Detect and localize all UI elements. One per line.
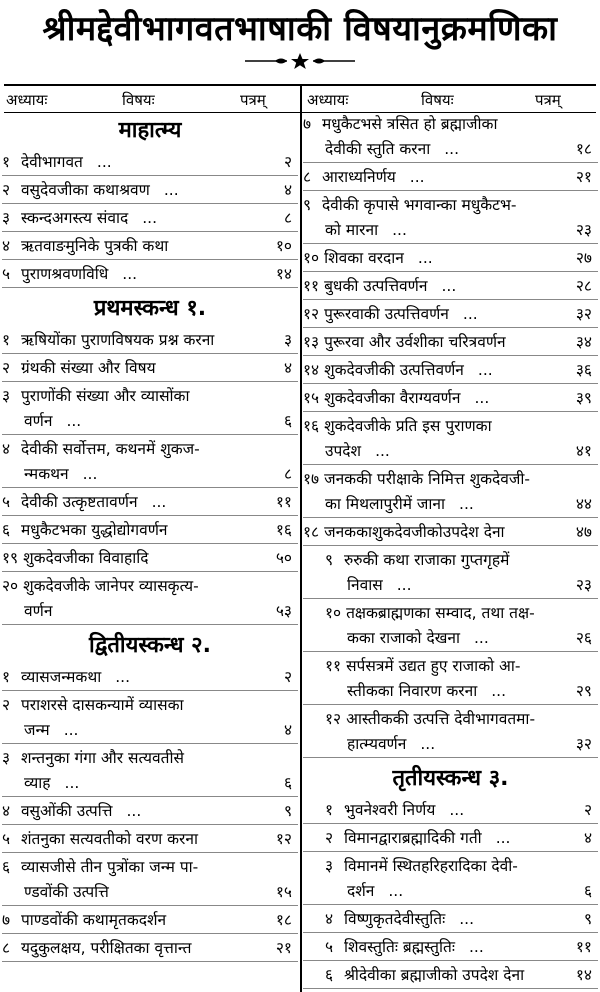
toc-entry: [303, 963, 598, 989]
entry-title: ऋषियोंका पुराणविषयक प्रश्न करना: [20, 331, 215, 349]
entry-number: ४: [2, 440, 11, 458]
entry-number: ७: [303, 115, 312, 133]
entry-line: [303, 826, 598, 851]
entry-page: २३: [575, 576, 592, 594]
entry-leader: ...: [449, 801, 465, 819]
section-heading: प्रथमस्कन्ध १.: [93, 296, 207, 321]
entry-line: [303, 626, 598, 651]
entry-title: निवास: [347, 576, 383, 594]
entry-line: [303, 707, 598, 732]
entry-title: जनककाशुकदेवजीकोउपदेश देना: [324, 523, 505, 541]
entry-line: [303, 935, 598, 960]
entry-number: १२: [325, 710, 342, 728]
entry-title: पाण्डवोंकी कथामृतकदर्शन: [20, 911, 167, 929]
entry-line: [2, 437, 298, 462]
entry-title: सर्पसत्रमें उद्यत हुए राजाको आ-: [346, 657, 521, 675]
entry-line: [2, 206, 298, 231]
entry-title: स्तीकका निवारण करना: [347, 682, 478, 700]
entry-title: न्मकथन: [24, 465, 69, 483]
entry-line: [303, 414, 598, 439]
entry-line: [2, 490, 298, 515]
entry-line: [303, 854, 598, 879]
ornament-divider-icon: [245, 52, 355, 70]
entry-title: देवीकी कृपासे भगवान्का मधुकैटभ-: [321, 196, 517, 214]
toc-entry: [2, 936, 298, 962]
entry-leader: ...: [396, 576, 412, 594]
toc-entry: [303, 854, 598, 905]
entry-title: मधुकैटभसे त्रसित हो ब्रह्माजीका: [321, 115, 498, 133]
toc-entry: [303, 358, 598, 384]
entry-leader: ...: [409, 168, 425, 186]
page-title: श्रीमद्देवीभागवतभाषाकी विषयानुक्रमणिका: [42, 9, 558, 49]
entry-title: वसुओंकी उत्पत्ति: [20, 802, 113, 820]
toc-entry: [303, 274, 598, 300]
entry-leader: ...: [375, 442, 390, 460]
entry-line: [2, 799, 298, 824]
entry-leader: ...: [63, 721, 79, 739]
toc-entry: [303, 798, 598, 824]
entry-line: [2, 328, 298, 353]
toc-entry: [303, 548, 598, 599]
toc-entry: [303, 193, 598, 244]
entry-line: [303, 137, 598, 162]
toc-entry: [2, 356, 298, 382]
entry-title: शुकदेवजीका वैराग्यवर्णन: [324, 389, 461, 407]
entry-title: आराध्यनिर्णय: [321, 168, 396, 186]
toc-entry: [303, 165, 598, 191]
entry-line: [2, 599, 298, 624]
toc-entry: [303, 520, 598, 546]
entry-page: ४७: [575, 523, 592, 541]
entry-number: २: [2, 181, 11, 199]
entry-page: २८: [575, 277, 592, 295]
entry-line: [303, 302, 598, 327]
entry-title: व्याह: [24, 774, 51, 792]
entry-line: [2, 693, 298, 718]
entry-title: ग्रंथकी संख्या और विषय: [20, 359, 156, 377]
entry-page: ९: [583, 910, 592, 928]
entry-title: को मारना: [325, 221, 379, 239]
entry-title: शन्तनुका गंगा और सत्यवतीसे: [20, 749, 184, 767]
entry-title: ण्डवोंकी उत्पत्ति: [24, 883, 109, 901]
entry-page: ५०: [275, 549, 292, 567]
toc-entry: [2, 490, 298, 516]
entry-line: [2, 718, 298, 743]
entry-title: हात्म्यवर्णन: [347, 735, 407, 753]
entry-line: [2, 150, 298, 175]
entry-leader: ...: [459, 910, 474, 928]
entry-title: पुराणोंकी संख्या और व्यासोंका: [20, 387, 190, 405]
entry-page: ९: [283, 802, 292, 820]
entry-line: [2, 908, 298, 933]
entry-title: भुवनेश्वरी निर्णय: [343, 801, 436, 819]
toc-entry: [303, 302, 598, 328]
section-heading: तृतीयस्कन्ध ३.: [392, 766, 509, 791]
entry-page: ६: [283, 774, 292, 792]
column-header: [303, 88, 598, 112]
entry-leader: ...: [477, 361, 493, 379]
entry-number: ८: [2, 939, 11, 957]
entry-line: [303, 439, 598, 464]
entry-title: का मिथलापुरीमें जाना: [325, 495, 446, 513]
entry-line: [2, 234, 298, 259]
entry-number: ९: [303, 196, 312, 214]
entry-number: २: [2, 359, 11, 377]
entry-leader: ...: [115, 668, 131, 686]
entry-page: १२: [275, 830, 292, 848]
entry-number: ६: [2, 858, 11, 876]
entry-page: ४: [283, 181, 292, 199]
entry-page: १६: [275, 521, 292, 539]
column-header: [2, 88, 298, 112]
entry-title: श्रीदेवीका ब्रह्माजीको उपदेश देना: [343, 966, 525, 984]
entry-line: [303, 573, 598, 598]
entry-number: ३: [2, 209, 11, 227]
toc-entry: [303, 414, 598, 465]
toc-entry: [2, 262, 298, 288]
entry-line: [303, 165, 598, 190]
entry-number: ५: [325, 938, 334, 956]
entry-page: २: [583, 801, 592, 819]
toc-entry: [2, 855, 298, 906]
entry-title: व्यासजन्मकथा: [20, 668, 102, 686]
toc-entry: [2, 206, 298, 232]
entry-number: ११: [303, 277, 320, 295]
entry-page: ४४: [575, 495, 592, 513]
entry-page: ४: [283, 721, 292, 739]
entry-line: [303, 358, 598, 383]
entry-number: ६: [325, 966, 334, 984]
section-heading: माहात्म्य: [118, 118, 182, 143]
entry-leader: ...: [66, 412, 82, 430]
toc-entry: [303, 654, 598, 705]
entry-line: [303, 246, 598, 271]
entry-page: ११: [575, 938, 592, 956]
entry-line: [2, 409, 298, 434]
entry-title: रुरुकी कथा राजाका गुप्तगृहमें: [343, 551, 510, 569]
entry-title: विमानमें स्थितहरिहरादिका देवी-: [343, 857, 518, 875]
entry-title: पुराणश्रवणविधि: [20, 265, 109, 283]
entry-line: [2, 546, 298, 571]
entry-title: जनककी परीक्षाके निमित्त शुकदेवजी-: [324, 470, 530, 488]
entry-number: ५: [2, 830, 11, 848]
entry-line: [2, 518, 298, 543]
entry-title: देवीकी सर्वोत्तम, कथनमें शुकज-: [20, 440, 200, 458]
toc-entry: [2, 693, 298, 744]
entry-line: [303, 679, 598, 704]
entry-page: २९: [575, 682, 592, 700]
entry-leader: ...: [163, 181, 179, 199]
entry-page: ४: [583, 829, 592, 847]
entry-number: ३: [2, 749, 11, 767]
entry-line: [303, 654, 598, 679]
entry-line: [303, 112, 598, 137]
entry-leader: ...: [495, 829, 511, 847]
entry-number: ११: [325, 657, 342, 675]
entry-page: ३२: [575, 735, 592, 753]
header-vishay: विषयः: [122, 91, 155, 109]
entry-page: २३: [575, 221, 592, 239]
toc-entry: [2, 546, 298, 572]
entry-title: देवीकी उत्कृष्टतावर्णन: [20, 493, 138, 511]
entry-line: [303, 330, 598, 355]
entry-number: २: [2, 696, 11, 714]
entry-title: व्यासजीसे तीन पुत्रोंका जन्म पा-: [20, 858, 199, 876]
entry-leader: ...: [388, 882, 404, 900]
entry-title: वर्णन: [24, 602, 53, 620]
entry-title: जन्म: [24, 721, 50, 739]
toc-entry: [303, 467, 598, 518]
entry-title: शुकदेवजीकी उत्पत्तिवर्णन: [324, 361, 464, 379]
toc-entry: [303, 112, 598, 163]
entry-leader: ...: [469, 938, 484, 956]
entry-leader: ...: [420, 735, 436, 753]
entry-leader: ...: [474, 389, 490, 407]
entry-number: ४: [2, 802, 11, 820]
entry-page: ३६: [575, 361, 592, 379]
toc-entry: [2, 518, 298, 544]
entry-title: मधुकैटभका युद्धोद्योगवर्णन: [20, 521, 168, 539]
entry-line: [303, 467, 598, 492]
entry-title: वसुदेवजीका कथाश्रवण: [20, 181, 150, 199]
entry-line: [303, 798, 598, 823]
toc-entry: [303, 601, 598, 652]
entry-leader: ...: [462, 305, 478, 323]
entry-line: [303, 492, 598, 517]
entry-page: २: [283, 668, 292, 686]
header-vishay: विषयः: [421, 91, 454, 109]
left-column: [2, 88, 298, 964]
entry-line: [303, 218, 598, 243]
entry-line: [303, 732, 598, 757]
entry-number: ९: [325, 551, 334, 569]
entry-title: वर्णन: [24, 412, 53, 430]
entry-line: [2, 880, 298, 905]
entry-page: ३: [283, 331, 292, 349]
entry-line: [303, 963, 598, 988]
entry-number: १२: [303, 305, 320, 323]
entry-title: देवीभागवत: [20, 153, 83, 171]
entry-page: १५: [275, 883, 292, 901]
entry-page: ३९: [575, 389, 592, 407]
toc-entry: [2, 328, 298, 354]
right-column: [303, 88, 598, 991]
header-patram: पत्रम्: [535, 91, 561, 109]
entry-line: [303, 907, 598, 932]
toc-entry: [303, 826, 598, 852]
entry-leader: ...: [441, 277, 457, 295]
entry-number: ३: [2, 387, 11, 405]
entry-page: ६: [583, 882, 592, 900]
entry-number: १६: [303, 417, 320, 435]
entry-leader: ...: [142, 209, 158, 227]
entry-line: [2, 262, 298, 287]
entry-line: [303, 386, 598, 411]
entry-title: विष्णुकृतदेवीस्तुतिः: [343, 910, 446, 928]
entry-leader: ...: [459, 495, 474, 513]
entry-page: १८: [275, 911, 292, 929]
entry-page: ४: [283, 359, 292, 377]
entry-number: ८: [303, 168, 312, 186]
entry-number: १७: [303, 470, 320, 488]
entry-title: पुरूरवा और उर्वशीका चरित्रवर्णन: [324, 333, 506, 351]
toc-entry: [2, 799, 298, 825]
entry-leader: ...: [417, 249, 433, 267]
entry-page: ८: [283, 209, 292, 227]
entry-leader: ...: [96, 153, 112, 171]
entry-title: शिवस्तुतिः ब्रह्मस्तुतिः: [343, 938, 455, 956]
entry-leader: ...: [82, 465, 98, 483]
section-heading: द्वितीयस्कन्ध २.: [89, 633, 211, 658]
entry-number: १४: [303, 361, 320, 379]
entry-title: तक्षकब्राह्मणका सम्वाद, तथा तक्ष-: [346, 604, 535, 622]
entry-number: ४: [325, 910, 334, 928]
entry-title: शुकदेवजीके जानेपर व्यासकृत्य-: [23, 577, 199, 595]
entry-number: १०: [303, 249, 320, 267]
entry-title: आस्तीककी उत्पत्ति देवीभागवतमा-: [346, 710, 536, 728]
toc-entry: [2, 574, 298, 625]
entry-number: ७: [2, 911, 11, 929]
entry-page: १०: [275, 237, 292, 255]
entry-leader: ...: [126, 802, 142, 820]
entry-page: २१: [575, 168, 592, 186]
entry-page: २१: [275, 939, 292, 957]
entry-line: [2, 665, 298, 690]
entry-line: [303, 879, 598, 904]
toc-entry: [2, 234, 298, 260]
column-divider: [300, 86, 302, 992]
entry-page: ६: [283, 412, 292, 430]
entry-title: ऋतवाङमुनिके पुत्रकी कथा: [20, 237, 169, 255]
entry-title: उपदेश: [325, 442, 362, 460]
toc-entry: [2, 665, 298, 691]
entry-title: कका राजाको देखना: [347, 629, 460, 647]
entry-number: २: [325, 829, 334, 847]
entry-leader: ...: [151, 493, 167, 511]
entry-page: २: [283, 153, 292, 171]
entry-line: [2, 827, 298, 852]
entry-leader: ...: [122, 265, 138, 283]
entry-page: २७: [575, 249, 592, 267]
toc-entry: [2, 384, 298, 435]
entry-number: १: [2, 153, 11, 171]
entry-leader: ...: [64, 774, 80, 792]
entry-title: विमानद्वाराब्रह्मादिकी गती: [343, 829, 482, 847]
entry-number: १८: [303, 523, 320, 541]
entry-number: १: [325, 801, 334, 819]
entry-number: १५: [303, 389, 320, 407]
entry-page: १८: [575, 140, 592, 158]
entry-title: शुकदेवजीके प्रति इस पुराणका: [324, 417, 492, 435]
entry-line: [303, 548, 598, 573]
toc-entry: [2, 827, 298, 853]
header-patram: पत्रम्: [240, 91, 266, 109]
toc-entry: [2, 437, 298, 488]
entry-line: [2, 462, 298, 487]
entry-title: स्कन्दअगस्त्य संवाद: [20, 209, 129, 227]
entry-number: २०: [2, 577, 19, 595]
entry-line: [2, 855, 298, 880]
entry-page: ८: [283, 465, 292, 483]
entry-page: १४: [575, 966, 592, 984]
entry-title: पुरूरवाकी उत्पत्तिवर्णन: [324, 305, 449, 323]
entry-number: १: [2, 668, 11, 686]
entry-title: पराशरसे दासकन्यामें व्यासका: [20, 696, 184, 714]
entry-number: ६: [2, 521, 11, 539]
entry-title: यदुकुलक्षय, परीक्षितका वृत्तान्त: [20, 939, 192, 957]
entry-line: [303, 274, 598, 299]
toc-entry: [303, 330, 598, 356]
toc-entry: [2, 178, 298, 204]
entry-page: १४: [275, 265, 292, 283]
entry-page: ५३: [275, 602, 292, 620]
entry-title: दर्शन: [347, 882, 375, 900]
entry-line: [2, 746, 298, 771]
entry-number: १९: [2, 549, 19, 567]
entry-line: [2, 936, 298, 961]
entry-title: बुधकी उत्पत्तिवर्णन: [324, 277, 428, 295]
header-adhyay: अध्यायः: [307, 91, 349, 109]
toc-entry: [303, 707, 598, 758]
entry-page: ३४: [575, 333, 592, 351]
entry-number: ३: [325, 857, 334, 875]
entry-title: शिवका वरदान: [324, 249, 404, 267]
entry-number: ५: [2, 265, 11, 283]
entry-line: [2, 574, 298, 599]
entry-page: २६: [575, 629, 592, 647]
toc-entry: [303, 935, 598, 961]
toc-entry: [303, 246, 598, 272]
entry-line: [2, 356, 298, 381]
entry-page: ४१: [575, 442, 592, 460]
entry-page: ३२: [575, 305, 592, 323]
entry-number: ४: [2, 237, 11, 255]
entry-title: शुकदेवजीका विवाहादि: [23, 549, 149, 567]
toc-entry: [303, 907, 598, 933]
entry-leader: ...: [491, 682, 506, 700]
entry-page: ११: [275, 493, 292, 511]
entry-line: [303, 601, 598, 626]
toc-entry: [303, 386, 598, 412]
entry-line: [303, 193, 598, 218]
entry-title: देवीकी स्तुति करना: [325, 140, 431, 158]
entry-number: १३: [303, 333, 320, 351]
entry-leader: ...: [444, 140, 459, 158]
entry-line: [2, 771, 298, 796]
header-adhyay: अध्यायः: [6, 91, 48, 109]
entry-number: १०: [325, 604, 342, 622]
toc-entry: [2, 746, 298, 797]
toc-entry: [2, 908, 298, 934]
entry-leader: ...: [474, 629, 489, 647]
entry-number: १: [2, 331, 11, 349]
entry-line: [303, 520, 598, 545]
entry-line: [2, 384, 298, 409]
entry-title: शंतनुका सत्यवतीको वरण करना: [20, 830, 198, 848]
entry-number: ५: [2, 493, 11, 511]
entry-leader: ...: [392, 221, 407, 239]
toc-entry: [2, 150, 298, 176]
entry-line: [2, 178, 298, 203]
